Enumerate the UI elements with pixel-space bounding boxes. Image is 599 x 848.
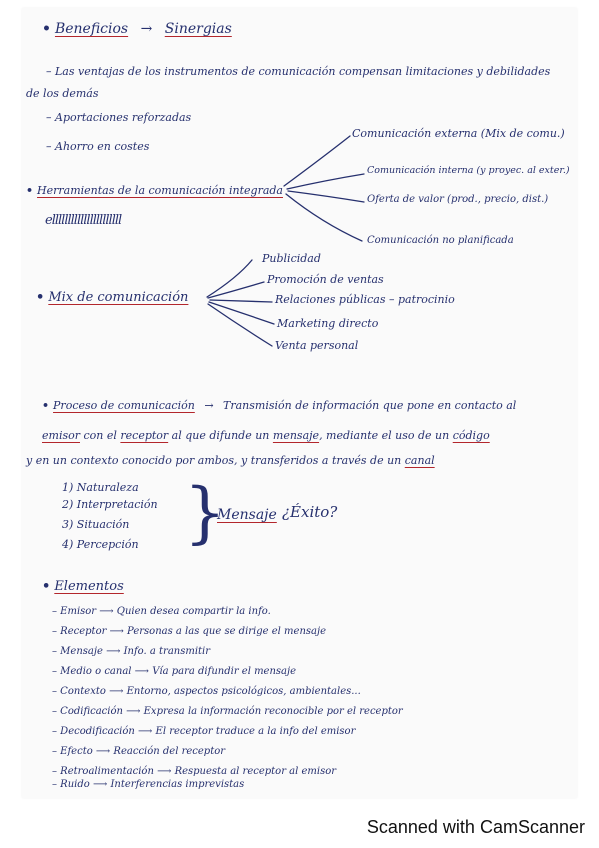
list-item: 1) Naturaleza [62,481,139,494]
branch-line [209,302,274,324]
element-item: – Medio o canal ⟶ Vía para difundir el mensaje [52,666,297,677]
heading-elementos: • Elementos [42,579,124,594]
heading-beneficios-text: Beneficios [54,21,129,37]
branch-label: Relaciones públicas – patrocinio [275,293,455,306]
branch-line [287,174,364,189]
branch-label: Venta personal [275,339,359,352]
branch-line [208,304,272,346]
branch-label: Oferta de valor (prod., precio, dist.) [367,194,549,205]
element-item: – Efecto ⟶ Reacción del receptor [52,746,226,757]
scribble-underline: ellllllllllllllllllllll [45,213,122,228]
heading-proceso-text: Proceso de comunicación [53,399,195,412]
element-item: – Codificación ⟶ Expresa la información reconocible por el receptor [52,706,403,717]
exito-label: ¿Éxito? [282,503,338,521]
brace-icon: } [184,474,226,551]
branch-line [208,282,264,298]
keyword-mensaje: mensaje [272,429,320,442]
branch-label: Comunicación interna (y proyec. al exter.) [367,165,570,176]
branch-label: Publicidad [262,252,321,265]
branch-label: Comunicación no planificada [367,235,514,246]
list-item: – Aportaciones reforzadas [46,111,192,124]
camscanner-footer: Scanned with CamScanner [366,817,585,837]
heading-mix: • Mix de comunicación [36,290,189,305]
keyword-mensaje: Mensaje [217,507,277,523]
branch-label: Marketing directo [277,317,379,330]
heading-proceso: • Proceso de comunicación → Transmisión de información que pone en contacto al [42,399,517,412]
text-line: Transmisión de información que pone en contacto al [223,399,517,412]
list-item: 4) Percepción [62,538,139,551]
text-fragment: , mediante el uso de un [319,429,450,442]
scanned-page [22,8,577,798]
element-item: – Decodificación ⟶ El receptor traduce a la info del emisor [52,726,356,737]
list-item: 2) Interpretación [62,498,158,511]
branch-line [286,194,362,241]
list-item: – Ahorro en costes [46,140,150,153]
list-item: 3) Situación [62,518,130,531]
keyword-canal: canal [404,454,435,467]
branch-label: Promoción de ventas [267,273,384,286]
heading-elementos-text: Elementos [54,579,124,594]
heading-herramientas: • Herramientas de la comunicación integrada [26,184,283,197]
heading-mix-text: Mix de comunicación [48,290,189,305]
element-item: – Mensaje ⟶ Info. a transmitir [52,646,211,657]
arrow: → [204,399,214,412]
text-fragment: al que difunde un [171,429,270,442]
element-item: – Emisor ⟶ Quien desea compartir la info. [52,606,271,617]
element-item: – Retroalimentación ⟶ Respuesta al receptor al emisor [52,766,337,777]
keyword-receptor: receptor [120,429,169,442]
branch-label: Comunicación externa (Mix de comu.) [352,127,565,140]
text-fragment: y en un contexto conocido por ambos, y transferidos a través de un [26,454,402,467]
heading-beneficios: • Beneficios → Sinergias [42,21,232,37]
branch-line [288,191,364,202]
element-item: – Receptor ⟶ Personas a las que se dirige el mensaje [52,626,327,637]
element-item: – Ruido ⟶ Interferencias imprevistas [52,779,245,790]
element-item: – Contexto ⟶ Entorno, aspectos psicológicos, ambientales... [52,686,361,697]
text-line: – Las ventajas de los instrumentos de comunicación compensan limitaciones y debilidades [46,65,551,78]
heading-sinergias-text: Sinergias [164,21,232,37]
keyword-codigo: código [452,429,490,442]
branch-lines [22,8,577,798]
keyword-emisor: emisor [42,429,80,442]
text-line: de los demás [26,87,99,100]
text-fragment: con el [83,429,117,442]
branch-line [210,300,272,302]
heading-herramientas-text: Herramientas de la comunicación integrada [37,184,283,197]
arrow: → [140,21,153,37]
